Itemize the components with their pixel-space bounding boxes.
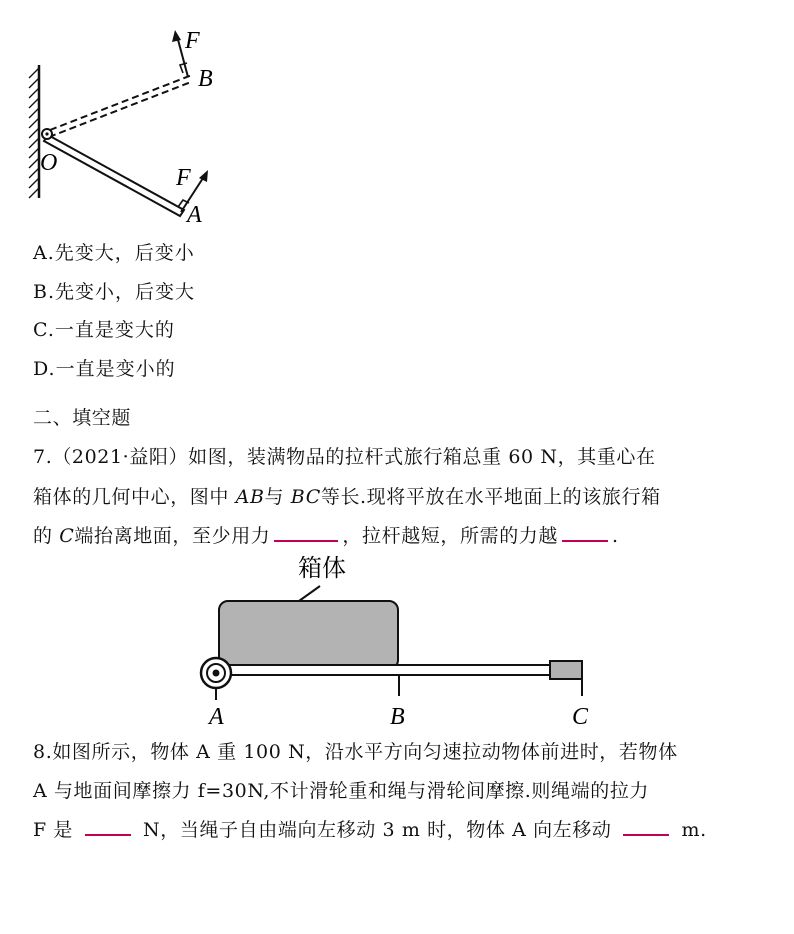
handle-grip (550, 661, 582, 679)
option-d: D.一直是变小的 (33, 358, 176, 380)
q7-line2-post: 等长.现将平放在水平地面上的该旅行箱 (320, 486, 661, 508)
luggage-diagram (190, 548, 610, 736)
arrowhead-icon (172, 30, 181, 42)
label-A: A (209, 704, 224, 730)
q8-line3-mid: N，当绳子自由端向左移动 3 m 时，物体 A 向左移动 (143, 819, 612, 841)
solid-lever-OA (44, 135, 184, 216)
q8-line3-pre: F 是 (33, 819, 74, 841)
q8-line1: 8.如图所示，物体 A 重 100 N，沿水平方向匀速拉动物体前进时，若物体 (33, 741, 678, 763)
luggage-box (219, 601, 398, 669)
label-B: B (390, 704, 405, 730)
q7-label-C: C (59, 525, 75, 547)
q7-line2-mid: 与 (264, 486, 291, 508)
q7-line3-end: . (612, 525, 619, 547)
q8-line2: A 与地面间摩擦力 f=30N,不计滑轮重和绳与滑轮间摩擦.则绳端的拉力 (33, 780, 650, 802)
label-B: B (198, 66, 213, 92)
label-O: O (40, 150, 58, 176)
answer-blank-force[interactable] (85, 833, 131, 836)
q7-line3-mid2: ，拉杆越短，所需的力越 (342, 525, 559, 547)
answer-blank-trend[interactable] (562, 539, 608, 542)
box-label: 箱体 (298, 556, 346, 582)
wall-hatching (29, 68, 39, 198)
dashed-lever-OB (50, 75, 192, 130)
label-F-bottom: F (176, 165, 191, 191)
q7-line3-mid: 端抬离地面，至少用力 (74, 525, 271, 547)
label-F-top: F (185, 28, 200, 54)
lever-diagram (20, 20, 260, 230)
section-title: 二、填空题 (33, 407, 132, 429)
label-C: C (572, 704, 589, 730)
q7-line1: 7.（2021·益阳）如图，装满物品的拉杆式旅行箱总重 60 N，其重心在 (33, 446, 656, 468)
q8-line3-end: m. (681, 819, 707, 841)
dashed-lever-OB-2 (49, 82, 191, 137)
q7-label-BC: BC (290, 486, 321, 508)
option-b: B.先变小，后变大 (33, 281, 196, 303)
q7-line3-pre: 的 (33, 525, 60, 547)
label-A: A (187, 202, 202, 228)
handle-rod (228, 665, 552, 675)
answer-blank-distance[interactable] (623, 833, 669, 836)
option-a: A.先变大，后变小 (33, 242, 195, 264)
q7-line3 (33, 521, 619, 548)
q7-label-AB: AB (235, 486, 265, 508)
q7-line2 (33, 482, 661, 509)
answer-blank-force[interactable] (274, 539, 338, 542)
option-c: C.一直是变大的 (33, 319, 175, 341)
arrowhead-icon (199, 170, 208, 182)
q8-line3 (33, 815, 707, 842)
q7-line2-pre: 箱体的几何中心，图中 (33, 486, 236, 508)
